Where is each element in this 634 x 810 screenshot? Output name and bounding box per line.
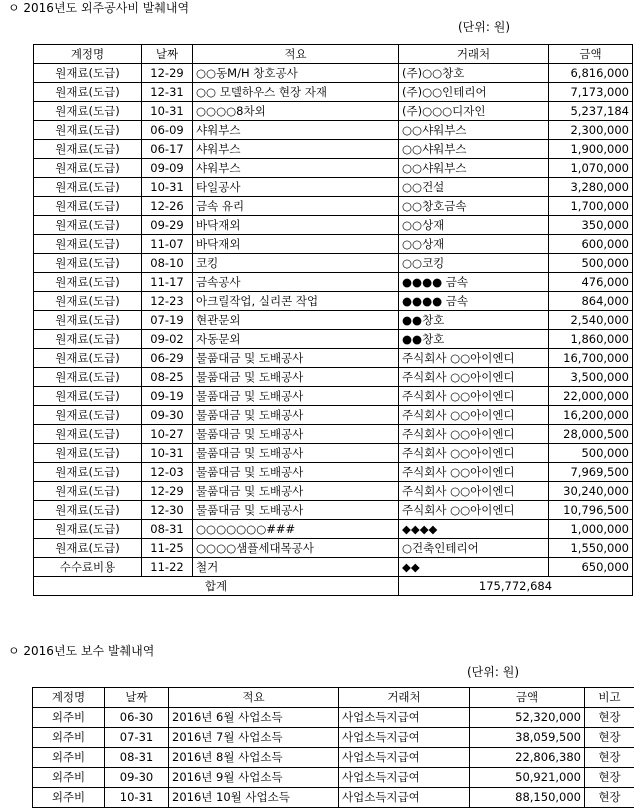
outsourcing-table [33, 44, 633, 596]
cell-account: 외주비 [33, 788, 105, 808]
cell-amount: 2,540,000 [549, 311, 633, 330]
header-account: 계정명 [34, 45, 142, 64]
cell-account: 원재료(도급) [34, 368, 142, 387]
cell-date: 10-31 [142, 178, 193, 197]
cell-date: 10-31 [142, 102, 193, 121]
cell-date: 06-30 [105, 708, 169, 728]
cell-vendor: 주식회사 ○○아이엔디 [399, 406, 549, 425]
cell-account: 원재료(도급) [34, 273, 142, 292]
cell-amount: 1,550,000 [549, 539, 633, 558]
cell-account: 원재료(도급) [34, 482, 142, 501]
cell-description: 샤워부스 [193, 121, 399, 140]
cell-account: 외주비 [33, 728, 105, 748]
cell-account: 원재료(도급) [34, 235, 142, 254]
cell-date: 08-10 [142, 254, 193, 273]
table-row [34, 539, 633, 558]
cell-vendor: ○건축인테리어 [399, 539, 549, 558]
header-account: 계정명 [33, 688, 105, 708]
cell-note: 현장 [585, 788, 634, 808]
cell-vendor: ◆◆ [399, 558, 549, 577]
cell-date: 07-19 [142, 311, 193, 330]
cell-date: 12-29 [142, 64, 193, 83]
cell-vendor: ○○샤워부스 [399, 121, 549, 140]
cell-description: 물품대금 및 도배공사 [193, 368, 399, 387]
cell-vendor: 사업소득지급여 [339, 708, 470, 728]
cell-vendor: 사업소득지급여 [339, 768, 470, 788]
cell-amount: 864,000 [549, 292, 633, 311]
table-header-row [34, 45, 633, 64]
cell-amount: 1,070,000 [549, 159, 633, 178]
cell-amount: 6,816,000 [549, 64, 633, 83]
table-row [34, 558, 633, 577]
section1-unit: (단위: 원) [458, 20, 510, 34]
cell-vendor: 주식회사 ○○아이엔디 [399, 368, 549, 387]
cell-account: 원재료(도급) [34, 102, 142, 121]
cell-account: 원재료(도급) [34, 349, 142, 368]
cell-description: 바닥재외 [193, 216, 399, 235]
total-row [34, 577, 633, 596]
cell-date: 06-29 [142, 349, 193, 368]
table-row [34, 444, 633, 463]
table-row [34, 425, 633, 444]
cell-date: 12-26 [142, 197, 193, 216]
section2-title: ㅇ 2016년도 보수 발췌내역 [8, 644, 155, 658]
cell-account: 원재료(도급) [34, 216, 142, 235]
cell-description: 샤워부스 [193, 140, 399, 159]
cell-amount: 350,000 [549, 216, 633, 235]
table-row [34, 254, 633, 273]
cell-description: 2016년 7월 사업소득 [169, 728, 339, 748]
cell-description: 2016년 10월 사업소득 [169, 788, 339, 808]
cell-amount: 500,000 [549, 444, 633, 463]
cell-account: 원재료(도급) [34, 159, 142, 178]
cell-note: 현장 [585, 768, 634, 788]
table-row [34, 64, 633, 83]
cell-description: ○○○○샘플세대목공사 [193, 539, 399, 558]
section1-title: ㅇ 2016년도 외주공사비 발췌내역 [8, 1, 190, 15]
cell-account: 원재료(도급) [34, 444, 142, 463]
header-description: 적요 [169, 688, 339, 708]
table-row [34, 102, 633, 121]
cell-account: 외주비 [33, 748, 105, 768]
cell-date: 11-25 [142, 539, 193, 558]
table-row [33, 788, 634, 808]
table-row [34, 178, 633, 197]
cell-amount: 1,860,000 [549, 330, 633, 349]
cell-date: 12-31 [142, 83, 193, 102]
table-row [34, 368, 633, 387]
header-amount: 금액 [549, 45, 633, 64]
cell-description: 물품대금 및 도배공사 [193, 349, 399, 368]
cell-amount: 38,059,500 [470, 728, 585, 748]
header-date: 날짜 [105, 688, 169, 708]
table-row [34, 463, 633, 482]
cell-amount: 476,000 [549, 273, 633, 292]
cell-vendor: ●●창호 [399, 311, 549, 330]
header-amount: 금액 [470, 688, 585, 708]
cell-vendor: 주식회사 ○○아이엔디 [399, 349, 549, 368]
cell-amount: 52,320,000 [470, 708, 585, 728]
header-date: 날짜 [142, 45, 193, 64]
cell-vendor: (주)○○창호 [399, 64, 549, 83]
cell-amount: 7,969,500 [549, 463, 633, 482]
cell-note: 현장 [585, 728, 634, 748]
total-label: 합계 [34, 577, 399, 596]
cell-amount: 50,921,000 [470, 768, 585, 788]
cell-vendor: (주)○○인테리어 [399, 83, 549, 102]
cell-date: 12-30 [142, 501, 193, 520]
cell-amount: 1,900,000 [549, 140, 633, 159]
cell-account: 원재료(도급) [34, 311, 142, 330]
cell-description: 현관문외 [193, 311, 399, 330]
cell-amount: 16,200,000 [549, 406, 633, 425]
cell-account: 원재료(도급) [34, 121, 142, 140]
cell-vendor: ●●창호 [399, 330, 549, 349]
table-row [34, 216, 633, 235]
cell-date: 09-30 [142, 406, 193, 425]
cell-account: 원재료(도급) [34, 501, 142, 520]
cell-account: 원재료(도급) [34, 64, 142, 83]
cell-vendor: (주)○○○디자인 [399, 102, 549, 121]
cell-vendor: ○○샤워부스 [399, 140, 549, 159]
cell-amount: 30,240,000 [549, 482, 633, 501]
table-row [34, 273, 633, 292]
table-row [33, 728, 634, 748]
table-row [34, 83, 633, 102]
table-row [34, 292, 633, 311]
cell-description: ○○ 모델하우스 현장 자재 [193, 83, 399, 102]
cell-date: 06-17 [142, 140, 193, 159]
cell-date: 08-25 [142, 368, 193, 387]
cell-description: 금속공사 [193, 273, 399, 292]
cell-vendor: 주식회사 ○○아이엔디 [399, 387, 549, 406]
cell-description: 물품대금 및 도배공사 [193, 463, 399, 482]
cell-vendor: ○○건설 [399, 178, 549, 197]
cell-amount: 7,173,000 [549, 83, 633, 102]
cell-description: 물품대금 및 도배공사 [193, 406, 399, 425]
table-row [34, 330, 633, 349]
cell-vendor: 주식회사 ○○아이엔디 [399, 444, 549, 463]
cell-amount: 500,000 [549, 254, 633, 273]
cell-account: 원재료(도급) [34, 539, 142, 558]
cell-vendor: ○○창호금속 [399, 197, 549, 216]
cell-vendor: 주식회사 ○○아이엔디 [399, 425, 549, 444]
cell-vendor: 사업소득지급여 [339, 788, 470, 808]
cell-description: ○○동M/H 창호공사 [193, 64, 399, 83]
cell-note: 현장 [585, 748, 634, 768]
cell-description: 물품대금 및 도배공사 [193, 425, 399, 444]
table-row [33, 708, 634, 728]
cell-account: 외주비 [33, 708, 105, 728]
table-row [34, 501, 633, 520]
cell-vendor: ◆◆◆◆ [399, 520, 549, 539]
cell-amount: 650,000 [549, 558, 633, 577]
cell-date: 12-23 [142, 292, 193, 311]
cell-account: 원재료(도급) [34, 520, 142, 539]
table-row [34, 235, 633, 254]
cell-account: 원재료(도급) [34, 292, 142, 311]
cell-date: 09-02 [142, 330, 193, 349]
cell-date: 07-31 [105, 728, 169, 748]
cell-date: 08-31 [142, 520, 193, 539]
cell-description: 물품대금 및 도배공사 [193, 444, 399, 463]
cell-vendor: ●●●● 금속 [399, 273, 549, 292]
cell-date: 12-03 [142, 463, 193, 482]
header-description: 적요 [193, 45, 399, 64]
cell-description: 2016년 6월 사업소득 [169, 708, 339, 728]
cell-account: 원재료(도급) [34, 406, 142, 425]
cell-description: 철거 [193, 558, 399, 577]
cell-date: 09-09 [142, 159, 193, 178]
cell-amount: 1,000,000 [549, 520, 633, 539]
cell-vendor: 주식회사 ○○아이엔디 [399, 482, 549, 501]
cell-date: 08-31 [105, 748, 169, 768]
table-row [34, 349, 633, 368]
cell-description: 자동문외 [193, 330, 399, 349]
cell-amount: 3,280,000 [549, 178, 633, 197]
table-row [34, 387, 633, 406]
cell-description: ○○○○○○○### [193, 520, 399, 539]
cell-date: 06-09 [142, 121, 193, 140]
cell-amount: 16,700,000 [549, 349, 633, 368]
table-row [34, 311, 633, 330]
cell-date: 12-29 [142, 482, 193, 501]
cell-vendor: ○○상재 [399, 216, 549, 235]
cell-account: 원재료(도급) [34, 387, 142, 406]
cell-amount: 1,700,000 [549, 197, 633, 216]
cell-amount: 10,796,500 [549, 501, 633, 520]
cell-amount: 2,300,000 [549, 121, 633, 140]
cell-account: 원재료(도급) [34, 330, 142, 349]
cell-description: 샤워부스 [193, 159, 399, 178]
cell-account: 원재료(도급) [34, 463, 142, 482]
cell-description: 2016년 9월 사업소득 [169, 768, 339, 788]
cell-date: 10-31 [105, 788, 169, 808]
cell-amount: 22,000,000 [549, 387, 633, 406]
cell-description: 금속 유리 [193, 197, 399, 216]
cell-vendor: 주식회사 ○○아이엔디 [399, 463, 549, 482]
cell-vendor: ●●●● 금속 [399, 292, 549, 311]
cell-description: 바닥재외 [193, 235, 399, 254]
cell-account: 외주비 [33, 768, 105, 788]
cell-description: 물품대금 및 도배공사 [193, 387, 399, 406]
cell-account: 원재료(도급) [34, 178, 142, 197]
cell-amount: 3,500,000 [549, 368, 633, 387]
table-header-row [33, 688, 634, 708]
cell-vendor: ○○상재 [399, 235, 549, 254]
cell-account: 수수료비용 [34, 558, 142, 577]
cell-vendor: 사업소득지급여 [339, 728, 470, 748]
cell-note: 현장 [585, 708, 634, 728]
cell-description: ○○○○8차외 [193, 102, 399, 121]
cell-date: 09-30 [105, 768, 169, 788]
cell-account: 원재료(도급) [34, 140, 142, 159]
cell-account: 원재료(도급) [34, 197, 142, 216]
cell-date: 11-07 [142, 235, 193, 254]
table-row [33, 768, 634, 788]
total-value: 175,772,684 [399, 577, 633, 596]
cell-amount: 88,150,000 [470, 788, 585, 808]
cell-date: 10-31 [142, 444, 193, 463]
cell-date: 09-29 [142, 216, 193, 235]
cell-vendor: 주식회사 ○○아이엔디 [399, 501, 549, 520]
header-note: 비고 [585, 688, 634, 708]
cell-description: 코킹 [193, 254, 399, 273]
cell-date: 11-22 [142, 558, 193, 577]
cell-vendor: 사업소득지급여 [339, 748, 470, 768]
cell-vendor: ○○코킹 [399, 254, 549, 273]
table-row [34, 159, 633, 178]
cell-description: 물품대금 및 도배공사 [193, 501, 399, 520]
table-row [34, 121, 633, 140]
cell-account: 원재료(도급) [34, 83, 142, 102]
table-row [33, 748, 634, 768]
table-row [34, 197, 633, 216]
table-row [34, 520, 633, 539]
cell-description: 아크릴작업, 실리콘 작업 [193, 292, 399, 311]
cell-account: 원재료(도급) [34, 425, 142, 444]
cell-description: 타일공사 [193, 178, 399, 197]
cell-description: 2016년 8월 사업소득 [169, 748, 339, 768]
cell-date: 11-17 [142, 273, 193, 292]
cell-date: 09-19 [142, 387, 193, 406]
table-row [34, 406, 633, 425]
table-row [34, 482, 633, 501]
header-vendor: 거래처 [339, 688, 470, 708]
cell-date: 10-27 [142, 425, 193, 444]
cell-vendor: ○○샤워부스 [399, 159, 549, 178]
cell-account: 원재료(도급) [34, 254, 142, 273]
remuneration-table [32, 687, 634, 808]
table-row [34, 140, 633, 159]
cell-amount: 5,237,184 [549, 102, 633, 121]
header-vendor: 거래처 [399, 45, 549, 64]
cell-amount: 22,806,380 [470, 748, 585, 768]
cell-amount: 600,000 [549, 235, 633, 254]
cell-description: 물품대금 및 도배공사 [193, 482, 399, 501]
cell-amount: 28,000,500 [549, 425, 633, 444]
section2-unit: (단위: 원) [467, 665, 519, 679]
